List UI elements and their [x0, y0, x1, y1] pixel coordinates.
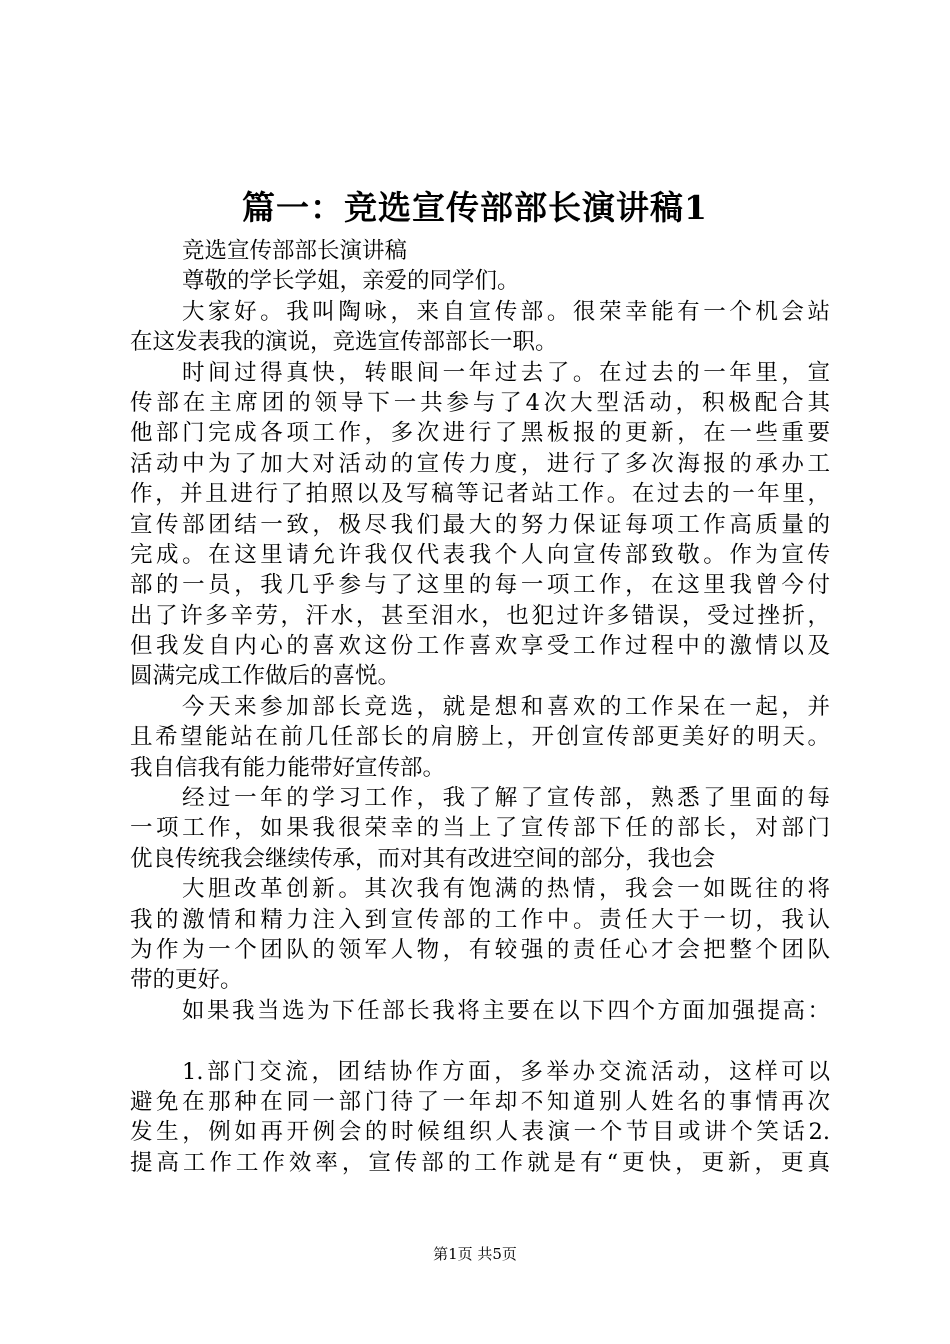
paragraph-line: 经过一年的学习工作，我了解了宣传部，熟悉了里面的每 [182, 785, 830, 812]
paragraph-line: 优良传统我会继续传承，而对其有改进空间的部分，我也会 [130, 845, 716, 872]
paragraph-line: 在这发表我的演说，竞选宣传部部长一职。 [130, 329, 558, 356]
page-number-footer: 第1页 共5页 [433, 1245, 517, 1263]
paragraph-line: 活动中为了加大对活动的宣传力度，进行了多次海报的承办工 [130, 450, 830, 477]
paragraph-line: 我自信我有能力能带好宣传部。 [130, 754, 446, 781]
paragraph-line: 但我发自内心的喜欢这份工作喜欢享受工作过程中的激情以及 [130, 633, 830, 660]
paragraph-line: 时间过得真快，转眼间一年过去了。在过去的一年里，宣 [182, 359, 830, 386]
paragraph-line: 如果我当选为下任部长我将主要在以下四个方面加强提高： [182, 997, 830, 1024]
paragraph-line: 带的更好。 [130, 967, 243, 994]
paragraph-line: 且希望能站在前几任部长的肩膀上，开创宣传部更美好的明天。 [130, 724, 830, 751]
paragraph-line: 竞选宣传部部长演讲稿 [182, 238, 408, 264]
paragraph-line: 大家好。我叫陶咏，来自宣传部。很荣幸能有一个机会站 [182, 298, 830, 325]
paragraph-line: 今天来参加部长竞选，就是想和喜欢的工作呆在一起，并 [182, 693, 830, 720]
paragraph-line: 大胆改革创新。其次我有饱满的热情，我会一如既往的将 [182, 876, 830, 903]
paragraph-line: 避免在那种在同一部门待了一年却不知道别人姓名的事情再次 [130, 1088, 830, 1115]
paragraph-line: 1.部门交流，团结协作方面，多举办交流活动，这样可以 [182, 1058, 830, 1085]
document-body [130, 236, 830, 1178]
paragraph-line: 一项工作，如果我很荣幸的当上了宣传部下任的部长，对部门 [130, 815, 830, 842]
paragraph-line: 传部在主席团的领导下一共参与了4次大型活动，积极配合其 [130, 389, 830, 416]
paragraph-line: 圆满完成工作做后的喜悦。 [130, 663, 401, 690]
paragraph-line: 提高工作工作效率，宣传部的工作就是有“更快，更新，更真 [130, 1149, 830, 1176]
paragraph-line: 出了许多辛劳，汗水，甚至泪水，也犯过许多错误，受过挫折， [130, 602, 830, 629]
paragraph-line: 为作为一个团队的领军人物，有较强的责任心才会把整个团队 [130, 936, 830, 963]
paragraph-line: 完成。在这里请允许我仅代表我个人向宣传部致敬。作为宣传 [130, 541, 830, 568]
paragraph-line: 他部门完成各项工作，多次进行了黑板报的更新，在一些重要 [130, 420, 830, 447]
paragraph-line: 部的一员，我几乎参与了这里的每一项工作，在这里我曾今付 [130, 572, 830, 599]
blank-line [130, 1026, 830, 1056]
paragraph-line: 发生，例如再开例会的时候组织人表演一个节目或讲个笑话2. [130, 1119, 830, 1146]
paragraph-line: 宣传部团结一致，极尽我们最大的努力保证每项工作高质量的 [130, 511, 830, 538]
paragraph-line: 我的激情和精力注入到宣传部的工作中。责任大于一切，我认 [130, 906, 830, 933]
paragraph-line: 作，并且进行了拍照以及写稿等记者站工作。在过去的一年里， [130, 481, 830, 508]
paragraph-line: 尊敬的学长学姐，亲爱的同学们。 [182, 268, 520, 295]
document-title: 篇一：竞选宣传部部长演讲稿1 [242, 188, 708, 227]
